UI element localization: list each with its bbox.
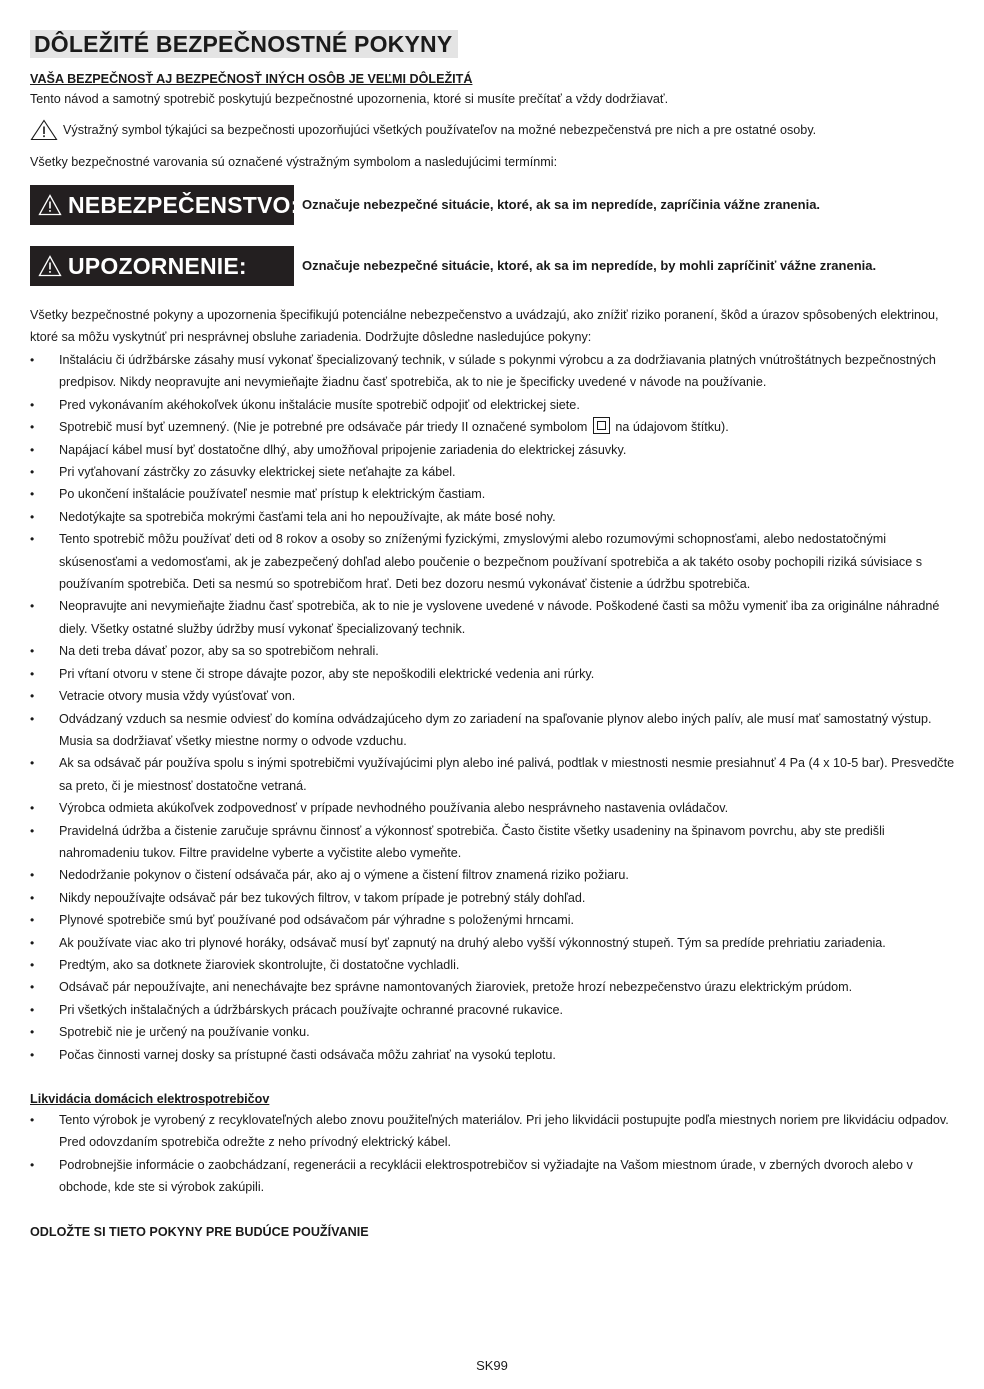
list-item: • Nikdy nepoužívajte odsávač pár bez tukových filtrov, v takom prípade je potrebný stály dohľad.	[30, 887, 960, 909]
list-item: • Spotrebič nie je určený na používanie vonku.	[30, 1021, 960, 1043]
list-item: • Nedodržanie pokynov o čistení odsávača pár, ako aj o výmene a čistení filtrov znamená riziko požiaru.	[30, 864, 960, 886]
list-item: • Pri vyťahovaní zástrčky zo zásuvky elektrickej siete neťahajte za kábel.	[30, 461, 960, 483]
warning-triangle-icon	[38, 194, 62, 216]
danger-badge	[30, 185, 299, 225]
safety-instructions-list	[30, 349, 960, 1066]
danger-description: Označuje nebezpečné situácie, ktoré, ak sa im nepredíde, zapríčinia vážne zranenia.	[302, 197, 821, 212]
intro-paragraph: Tento návod a samotný spotrebič poskytujú bezpečnostné upozornenia, ktoré si musíte prečítať a vždy dodržiavať.	[30, 92, 669, 106]
class-ii-double-square-icon	[593, 417, 610, 434]
list-item: • Nedotýkajte sa spotrebiča mokrými časťami tela ani ho nepoužívajte, ak máte bosé nohy.	[30, 506, 960, 528]
warning-badge	[30, 246, 294, 286]
list-item: • Plynové spotrebiče smú byť používané pod odsávačom pár výhradne s položenými hrncami.	[30, 909, 960, 931]
grounding-text: Spotrebič musí byť uzemnený. (Nie je potrebné pre odsávače pár triedy II označené symbolom	[59, 420, 588, 435]
danger-label: NEBEZPEČENSTVO:	[68, 191, 299, 218]
keep-instructions-note: ODLOŽTE SI TIETO POKYNY PRE BUDÚCE POUŽÍVANIE	[30, 1224, 369, 1239]
list-item: • Napájací kábel musí byť dostatočne dlhý, aby umožňoval pripojenie zariadenia do elektrickej zásuvky.	[30, 439, 960, 461]
grounding-suffix: na údajovom štítku).	[615, 420, 729, 435]
warning-triangle-icon	[30, 119, 58, 141]
list-item: • Tento výrobok je vyrobený z recyklovateľných alebo znovu použiteľných materiálov. Pri jeho likvidácii postupujte podľa miestnych noriem pre likvidáciu odpadov. Pred odovzdaním spotrebiča odrežte z neho prívodný elektrický kábel.	[30, 1109, 960, 1154]
page-number: SK99	[476, 1358, 508, 1373]
list-item: • Na deti treba dávať pozor, aby sa so spotrebičom nehrali.	[30, 640, 960, 662]
warning-description: Označuje nebezpečné situácie, ktoré, ak sa im nepredíde, by mohli zapríčiniť vážne zranenia.	[302, 258, 877, 273]
list-item: • Pri vŕtaní otvoru v stene či strope dávajte pozor, aby ste nepoškodili elektrické vedenia ani rúrky.	[30, 663, 960, 685]
list-item: • Počas činnosti varnej dosky sa prístupné časti odsávača môžu zahriať na vysokú teplotu.	[30, 1044, 960, 1066]
list-item	[30, 416, 960, 438]
disposal-heading: Likvidácia domácich elektrospotrebičov	[30, 1092, 270, 1106]
warning-symbol-text: Výstražný symbol týkajúci sa bezpečnosti upozorňujúci všetkých používateľov na možné nebezpečenstvá pre nich a pre ostatné osoby.	[63, 123, 817, 137]
list-item: • Predtým, ako sa dotknete žiaroviek skontrolujte, či dostatočne vychladli.	[30, 954, 960, 976]
list-item: • Pri všetkých inštalačných a údržbárskych prácach používajte ochranné pracovné rukavice.	[30, 999, 960, 1021]
warning-label: UPOZORNENIE:	[68, 252, 247, 279]
signal-warning	[30, 246, 960, 286]
document-page	[30, 30, 960, 1241]
list-item: • Podrobnejšie informácie o zaobchádzaní, regenerácii a recyklácii elektrospotrebičov si vyžiadajte na Vašom miestnom úrade, v zberných dvoroch alebo v obchode, kde ste si výrobok zakúpili.	[30, 1154, 960, 1199]
all-warnings-paragraph: Všetky bezpečnostné varovania sú označené výstražným symbolom a nasledujúcimi termínmi:	[30, 155, 558, 169]
disposal-list	[30, 1109, 960, 1199]
list-item: • Neopravujte ani nevymieňajte žiadnu časť spotrebiča, ak to nie je vyslovene uvedené v návode. Poškodené časti sa môžu vymeniť iba za originálne náhradné diely. Všetky ostatné služby údržby musí vykonať špecializovaný technik.	[30, 595, 960, 640]
list-item: • Ak sa odsávač pár používa spolu s inými spotrebičmi využívajúcimi plyn alebo iné palivá, podtlak v miestnosti nesmie presiahnuť 4 Pa (4 x 10-5 bar). Presvedčte sa preto, či je miestnosť dostatočne vetraná.	[30, 752, 960, 797]
list-item: • Po ukončení inštalácie používateľ nesmie mať prístup k elektrickým častiam.	[30, 483, 960, 505]
warning-symbol-line	[30, 119, 960, 141]
warning-triangle-icon	[38, 255, 62, 277]
list-item: • Pravidelná údržba a čistenie zaručuje správnu činnosť a výkonnosť spotrebiča. Často čistite všetky usadeniny na špinavom povrchu, aby ste predišli nahromadeniu tukov. Filtre pravidelne vyberte a vyčistite alebo vymeňte.	[30, 820, 960, 865]
list-item: • Pred vykonávaním akéhokoľvek úkonu inštalácie musíte spotrebič odpojiť od elektrickej siete.	[30, 394, 960, 416]
list-item: • Vetracie otvory musia vždy vyúsťovať von.	[30, 685, 960, 707]
signal-danger	[30, 185, 960, 225]
list-item: • Tento spotrebič môžu používať deti od 8 rokov a osoby so zníženými fyzickými, zmyslovými alebo rozumovými schopnosťami, alebo nedostatočnými skúsenosťami a vedomosťami, ak je zabezpečený dohľad alebo poučenie o bezpečnom používaní spotrebiča a ak takéto osoby pochopili riziká súvisiace s používaním spotrebiča. Deti sa nesmú so spotrebičom hrať. Deti bez dozoru nesmú vykonávať čistenie a údržbu spotrebiča.	[30, 528, 960, 595]
list-item: • Odvádzaný vzduch sa nesmie odviesť do komína odvádzajúceho dym zo zariadení na spaľovanie plynov alebo iných palív, ale musí mať samostatný výstup. Musia sa dodržiavať všetky miestne normy o odvode vzduchu.	[30, 708, 960, 753]
list-item: • Ak používate viac ako tri plynové horáky, odsávač musí byť zapnutý na druhý alebo vyšší výkonnostný stupeň. Tým sa predíde prehriatiu zariadenia.	[30, 932, 960, 954]
general-paragraph: Všetky bezpečnostné pokyny a upozornenia špecifikujú potenciálne nebezpečenstvo a uvádzajú, ako znížiť riziko poranení, škôd a úrazov spôsobených elektrinou, ktoré sa môžu vyskytnúť pri nesprávnej obsluhe zariadenia. Dodržujte dôsledne nasledujúce pokyny:	[30, 308, 939, 344]
list-item: • Výrobca odmieta akúkoľvek zodpovednosť v prípade nevhodného používania alebo nesprávneho nastavenia ovládačov.	[30, 797, 960, 819]
page-title: DÔLEŽITÉ BEZPEČNOSTNÉ POKYNY	[30, 30, 458, 58]
safety-subheading: VAŠA BEZPEČNOSŤ AJ BEZPEČNOSŤ INÝCH OSÔB JE VEĽMI DÔLEŽITÁ	[30, 72, 473, 86]
list-item: • Inštaláciu či údržbárske zásahy musí vykonať špecializovaný technik, v súlade s pokynmi výrobcu a za dodržiavania platných vnútroštátnych bezpečnostných predpisov. Nikdy neopravujte ani nevymieňajte žiadnu časť spotrebiča, ak to nie je špecificky uvedené v návode na používanie.	[30, 349, 960, 394]
list-item: • Odsávač pár nepoužívajte, ani nenechávajte bez správne namontovaných žiaroviek, pretože hrozí nebezpečenstvo úrazu elektrickým prúdom.	[30, 976, 960, 998]
